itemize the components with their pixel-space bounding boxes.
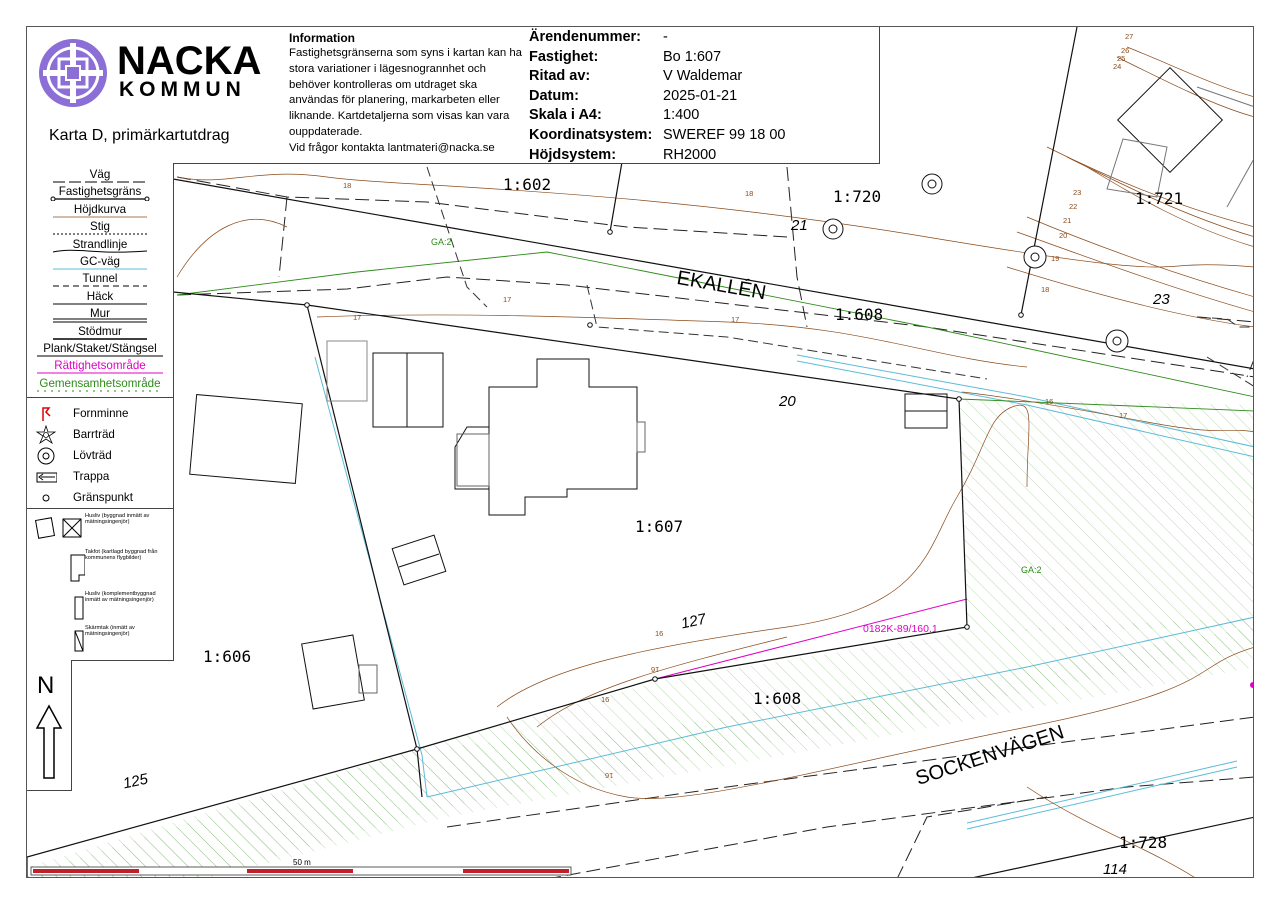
property-row [529,68,879,88]
north-arrow-icon [35,704,63,780]
legend-label: Stödmur [78,324,122,338]
info-title: Information [289,31,355,45]
legend-item-fornminne [27,404,173,425]
deciduous-tree-icon [35,446,57,466]
legend-buildings [27,508,173,655]
road-label-ekallen: EKALLÉN [675,267,768,305]
annex-wall-icon [35,593,85,621]
legend-label: Fornminne [73,407,129,420]
legend-label: Trappa [73,470,110,483]
legend-item-plank [27,341,173,358]
contour-label: 16 [601,695,610,704]
ga-label: GA:2 [431,237,452,247]
parcel-label-1-606: 1:606 [203,647,252,666]
property-label: Ärendenummer: [529,29,641,45]
ga-label: GA:2 [1021,565,1042,575]
contour-label: 21 [1063,216,1072,225]
property-label: Fastighet: [529,48,599,65]
property-value: Bo 1:607 [663,48,722,65]
address-label-20: 20 [779,393,796,410]
parcel-label-1-608-south: 1:608 [753,689,802,708]
property-value: 2025-01-21 [663,87,738,104]
property-label: Ritad av: [529,68,591,85]
contour-label: 24 [1113,62,1122,71]
property-row [529,127,879,147]
legend-item-lovtrad [27,446,173,467]
property-value: - [663,29,668,45]
legend-item-granspunkt [27,488,173,509]
contour-label: 17 [503,295,512,304]
legend-label: GC-väg [80,254,120,268]
property-label: Datum: [529,87,579,104]
logo [27,27,283,163]
contour-label: 17 [353,313,362,322]
address-label-21: 21 [791,217,808,234]
property-info [529,29,879,166]
contour-label: 18 [1041,285,1050,294]
conifer-icon [35,425,57,445]
parcel-label-1-728: 1:728 [1119,833,1168,852]
property-label: Höjdsystem: [529,146,617,163]
property-row [529,29,879,49]
legend-item-trappa [27,467,173,488]
legend-item-komplementbyggnad [27,591,173,625]
property-label: Koordinatsystem: [529,126,653,143]
parcel-label-1-607: 1:607 [635,517,684,536]
logo-text-kommun: KOMMUN [119,78,246,101]
property-row [529,107,879,127]
legend-item-gemensamhetsomrade [27,376,173,393]
contour-label: 17 [731,315,740,324]
nacka-logo-icon [37,37,109,109]
property-label: Skala i A4: [529,107,602,124]
property-row [529,49,879,69]
parcel-label-1-720: 1:720 [833,187,882,206]
legend-label: Väg [89,168,111,181]
contour-label: 18 [343,181,352,190]
legend-item-hack [27,289,173,306]
logo-text-nacka: NACKA [117,39,262,83]
legend-label: Husliv (byggnad inmätt av mätningsingenjör) [85,513,150,526]
fornminne-icon [35,404,57,424]
legend-label: Barrträd [73,428,115,441]
contour-label: 23 [1073,188,1082,197]
legend-label: Höjdkurva [73,202,127,216]
road-label-sockenvagen: SOCKENVÄGEN [913,721,1067,790]
legend-label: Fastighetsgräns [58,185,142,199]
legend-item-mur [27,306,173,323]
legend-label: Lövträd [73,449,112,462]
address-label-127: 127 [679,610,708,633]
info-disclaimer: Fastighetsgränserna som syns i kartan kan ha stora variationer i lägesnogrannhet och behöver kontrolleras om utdraget ska användas för planering, markarbeten eller liknande. Kartdetaljerna som visas kan vara ouppdaterade. [289,47,522,138]
legend-label: Stig [90,220,110,234]
legend-item-takfot [27,549,173,591]
contour-label: 25 [1117,54,1126,63]
legend-item-stig [27,219,173,236]
contour-label: 22 [1069,202,1078,211]
contour-label: 18 [745,189,754,198]
info-contact: Vid frågor kontakta lantmateri@nacka.se [289,141,495,154]
boundary-point-icon [35,488,57,508]
parcel-label-1-721: 1:721 [1135,189,1184,208]
address-label-125: 125 [121,770,150,793]
ga-area-main [959,399,1254,632]
rights-area-label: 0182K-89/160.1 [863,623,938,635]
legend-label: Gränspunkt [73,491,133,504]
legend-line-types [27,163,173,393]
north-arrow-panel [27,660,72,791]
info-text [289,46,529,157]
legend-label: Plank/Staket/Stängsel [43,341,157,355]
legend-item-stodmur [27,324,173,341]
contour-label: 27 [1125,32,1134,41]
legend-item-fastighetsgrans [27,184,173,201]
contour-label: 16 [655,629,664,638]
legend-label: Strandlinje [72,237,128,251]
contour-label: 17 [1119,411,1128,420]
property-value: SWEREF 99 18 00 [663,126,786,143]
address-label-23: 23 [1153,291,1170,308]
property-value: 1:400 [663,107,700,124]
property-value: V Waldemar [663,68,743,85]
map-frame [26,26,1254,878]
north-label: N [37,672,55,699]
legend-label: Gemensamhetsområde [39,376,161,390]
contour-label: 16 [605,771,614,780]
legend-label: Mur [90,307,110,321]
legend-item-gc-vag [27,254,173,271]
legend-item-vag [27,167,173,184]
legend-label: Häck [86,289,114,303]
information-box [289,31,529,157]
stairs-icon [35,467,57,487]
address-label-114: 114 [1103,861,1127,878]
legend-label: Rättighetsområde [54,359,146,373]
legend-item-tunnel [27,271,173,288]
legend-item-husliv [27,513,173,549]
legend-item-hojdkurva [27,202,173,219]
map-title: Karta D, primärkartutdrag [49,127,230,144]
roof-edge-icon [35,551,85,585]
header-panel [27,27,880,164]
property-row [529,88,879,108]
legend-label: Husliv (komplementbyggnad inmätt av mätningsingenjör) [85,591,156,604]
legend-label: Skärmtak (inmätt av mätningsingenjör) [85,625,135,638]
legend-item-barrtrad [27,425,173,446]
contour-label: 26 [1121,46,1130,55]
legend-item-strandlinje [27,237,173,254]
contour-label: 19 [1051,254,1060,263]
parcel-label-1-602: 1:602 [503,175,552,194]
parcel-label-1-608: 1:608 [835,305,884,324]
canopy-icon [35,627,85,653]
contour-label: 20 [1059,231,1068,240]
contour-label: 16 [1045,397,1054,406]
scale-bar [29,858,575,878]
legend-label: Tunnel [82,272,118,286]
property-value: RH2000 [663,146,717,163]
property-row [529,147,879,167]
legend-item-skarmtak [27,625,173,655]
house-wall-icon [35,515,85,543]
legend-symbols [27,397,173,509]
legend-item-rattighetsomrade [27,358,173,375]
legend-panel [27,163,174,661]
legend-label: Takfot (kartlagd byggnad från kommunens flygbilder) [85,549,158,562]
scale-label: 50 m [293,858,311,867]
contour-label: 16 [651,665,660,674]
